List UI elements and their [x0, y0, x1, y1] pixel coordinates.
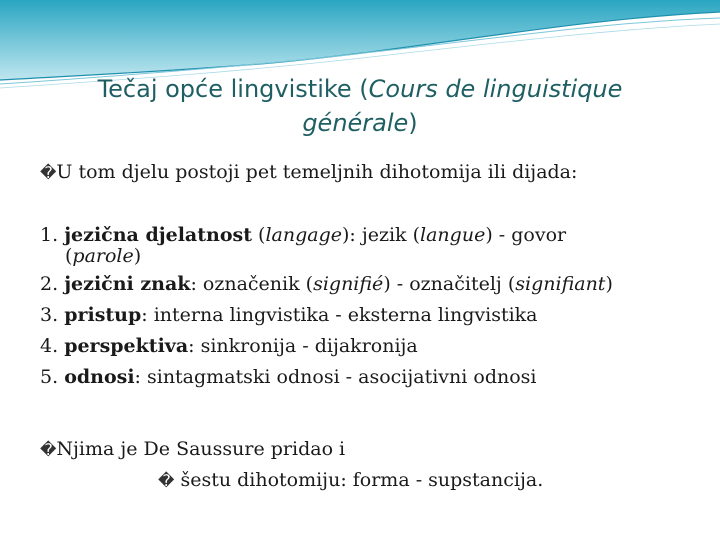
item-text: : sinkronija - dijakronija	[188, 335, 418, 357]
item-number: 5.	[40, 366, 59, 388]
item-text: : interna lingvistika - eksterna lingvistika	[141, 304, 538, 326]
list-item	[40, 269, 690, 300]
item-term: jezični znak	[64, 273, 191, 295]
bullet-icon: �	[40, 440, 57, 459]
footer-bullet-1	[40, 437, 345, 462]
list-item	[40, 362, 690, 393]
item-text: : označenik (	[190, 273, 314, 295]
footer-text-1: Njima je De Saussure pridao i	[56, 438, 346, 460]
bullet-icon: �	[40, 163, 57, 182]
item-term: odnosi	[64, 366, 135, 388]
title-text: Tečaj opće lingvistike (	[97, 75, 369, 103]
item-text: ): jezik (	[341, 224, 421, 246]
item-italic: parole	[72, 245, 134, 267]
dichotomy-list	[40, 220, 690, 393]
list-item	[40, 300, 690, 331]
slide-title	[40, 72, 680, 140]
item-italic: langage	[265, 224, 342, 246]
item-number: 2.	[40, 273, 59, 295]
item-number: 1.	[40, 224, 59, 246]
title-italic: Cours de linguistique générale	[302, 75, 623, 137]
intro-text: U tom djelu postoji pet temeljnih dihotomija ili dijada:	[56, 161, 578, 183]
item-text: )	[605, 273, 613, 295]
footer-text-2: šestu dihotomiju: forma - supstancija.	[174, 469, 544, 491]
bullet-icon: �	[158, 471, 175, 490]
item-text: )	[133, 245, 142, 267]
item-term: perspektiva	[64, 335, 189, 357]
item-text: : sintagmatski odnosi - asocijativni odnosi	[134, 366, 537, 388]
intro-bullet	[40, 160, 577, 185]
item-text: ) - govor	[485, 224, 567, 246]
title-close: )	[408, 109, 418, 137]
list-item	[40, 331, 690, 362]
item-italic: signifiant	[515, 273, 606, 295]
item-term: jezična djelatnost	[64, 224, 252, 246]
item-text: (	[65, 245, 73, 267]
footer-bullet-2	[158, 468, 543, 493]
item-italic: langue	[420, 224, 486, 246]
item-text: (	[251, 224, 266, 246]
item-number: 4.	[40, 335, 59, 357]
item-number: 3.	[40, 304, 59, 326]
item-text: ) - označitelj (	[383, 273, 516, 295]
item-term: pristup	[64, 304, 142, 326]
item-italic: signifié	[313, 273, 384, 295]
